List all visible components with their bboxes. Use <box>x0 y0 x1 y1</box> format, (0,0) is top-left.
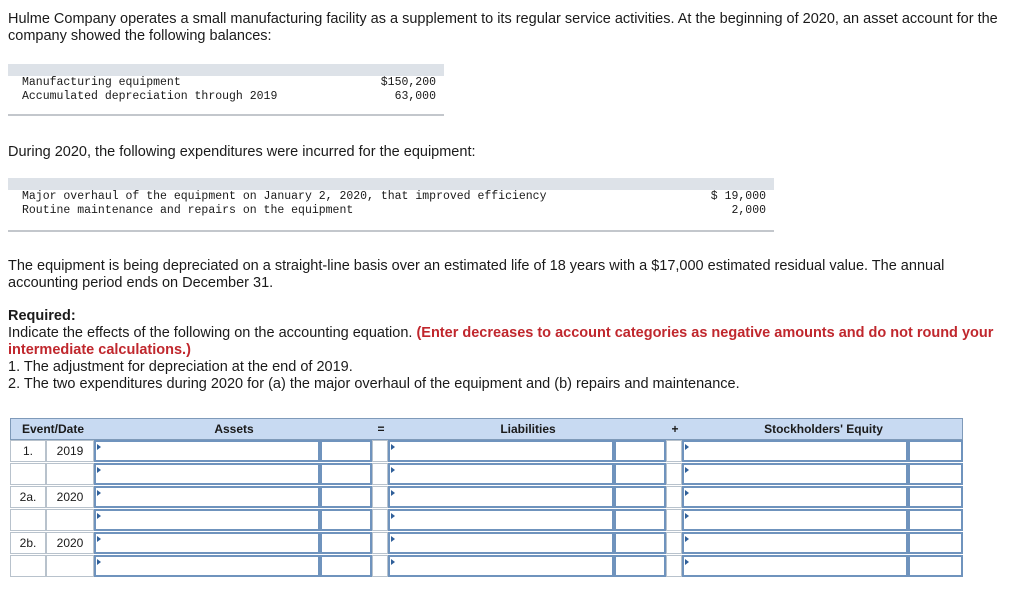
equals-spacer <box>372 555 388 577</box>
worksheet-row <box>10 509 963 531</box>
assets-account-select[interactable] <box>94 532 320 554</box>
event-year: 2019 <box>46 440 94 462</box>
expenditure-amount: 2,000 <box>731 204 766 217</box>
assets-account-select[interactable] <box>94 440 320 462</box>
dropdown-arrow-icon <box>685 444 689 450</box>
dropdown-arrow-icon <box>97 467 101 473</box>
equity-amount-input[interactable] <box>908 463 963 485</box>
event-label: 2b. <box>10 532 46 554</box>
liabilities-account-select[interactable] <box>388 555 614 577</box>
required-item-1: 1. The adjustment for depreciation at the end of 2019. <box>8 359 353 375</box>
event-year-blank <box>46 463 94 485</box>
dropdown-arrow-icon <box>391 513 395 519</box>
assets-account-select[interactable] <box>94 555 320 577</box>
plus-spacer <box>666 555 682 577</box>
liabilities-amount-input[interactable] <box>614 509 666 531</box>
equals-spacer <box>372 486 388 508</box>
balance-label: Accumulated depreciation through 2019 <box>22 90 278 103</box>
plus-spacer <box>666 463 682 485</box>
expenditure-amount: $ 19,000 <box>710 190 766 203</box>
event-label-blank <box>10 509 46 531</box>
required-section <box>8 308 1008 393</box>
header-event-date: Event/Date <box>21 422 85 436</box>
assets-amount-input[interactable] <box>320 509 372 531</box>
equity-amount-input[interactable] <box>908 509 963 531</box>
assets-account-select[interactable] <box>94 463 320 485</box>
dropdown-arrow-icon <box>97 490 101 496</box>
worksheet-row <box>10 532 963 554</box>
required-lead: Indicate the effects of the following on the accounting equation. <box>8 325 413 341</box>
balance-label: Manufacturing equipment <box>22 76 181 89</box>
worksheet-row <box>10 486 963 508</box>
plus-spacer <box>666 532 682 554</box>
dropdown-arrow-icon <box>685 513 689 519</box>
equity-account-select[interactable] <box>682 509 908 531</box>
assets-amount-input[interactable] <box>320 486 372 508</box>
dropdown-arrow-icon <box>97 444 101 450</box>
dropdown-arrow-icon <box>685 490 689 496</box>
equity-account-select[interactable] <box>682 486 908 508</box>
dropdown-arrow-icon <box>391 467 395 473</box>
equity-account-select[interactable] <box>682 555 908 577</box>
equals-spacer <box>372 509 388 531</box>
expenditure-label: Routine maintenance and repairs on the equipment <box>22 204 354 217</box>
plus-spacer <box>666 440 682 462</box>
expenditure-intro: During 2020, the following expenditures were incurred for the equipment: <box>8 144 476 160</box>
dropdown-arrow-icon <box>391 490 395 496</box>
event-label-blank <box>10 463 46 485</box>
event-year: 2020 <box>46 486 94 508</box>
dropdown-arrow-icon <box>391 444 395 450</box>
assets-amount-input[interactable] <box>320 440 372 462</box>
balance-amount: $150,200 <box>380 76 436 89</box>
balance-row <box>8 76 444 90</box>
assets-amount-input[interactable] <box>320 555 372 577</box>
dropdown-arrow-icon <box>97 536 101 542</box>
liabilities-account-select[interactable] <box>388 440 614 462</box>
assets-amount-input[interactable] <box>320 532 372 554</box>
expenditure-label: Major overhaul of the equipment on January 2, 2020, that improved efficiency <box>22 190 547 203</box>
dropdown-arrow-icon <box>685 559 689 565</box>
worksheet-row <box>10 440 963 462</box>
equals-spacer <box>372 440 388 462</box>
liabilities-account-select[interactable] <box>388 486 614 508</box>
liabilities-amount-input[interactable] <box>614 463 666 485</box>
dropdown-arrow-icon <box>97 559 101 565</box>
equity-amount-input[interactable] <box>908 532 963 554</box>
worksheet-row <box>10 555 963 577</box>
equity-account-select[interactable] <box>682 440 908 462</box>
balances-table <box>8 64 444 116</box>
event-year-blank <box>46 555 94 577</box>
equity-account-select[interactable] <box>682 463 908 485</box>
expenditures-table <box>8 178 774 232</box>
liabilities-amount-input[interactable] <box>614 486 666 508</box>
event-label: 1. <box>10 440 46 462</box>
required-title: Required: <box>8 308 76 324</box>
liabilities-account-select[interactable] <box>388 532 614 554</box>
worksheet-row <box>10 463 963 485</box>
event-label-blank <box>10 555 46 577</box>
assets-account-select[interactable] <box>94 486 320 508</box>
assets-account-select[interactable] <box>94 509 320 531</box>
header-equity: Stockholders' Equity <box>764 422 883 436</box>
dropdown-arrow-icon <box>391 536 395 542</box>
balance-row <box>8 90 444 104</box>
equity-amount-input[interactable] <box>908 555 963 577</box>
plus-spacer <box>666 509 682 531</box>
depreciation-text: The equipment is being depreciated on a straight-line basis over an estimated life of 18 years with a $17,000 estimated residual value. The annual accounting period ends on December 31. <box>8 258 945 291</box>
header-assets: Assets <box>214 422 254 436</box>
liabilities-amount-input[interactable] <box>614 555 666 577</box>
equity-amount-input[interactable] <box>908 486 963 508</box>
event-year-blank <box>46 509 94 531</box>
dropdown-arrow-icon <box>685 467 689 473</box>
dropdown-arrow-icon <box>391 559 395 565</box>
equals-spacer <box>372 463 388 485</box>
equals-spacer <box>372 532 388 554</box>
expenditure-row <box>8 190 774 204</box>
dropdown-arrow-icon <box>685 536 689 542</box>
equity-account-select[interactable] <box>682 532 908 554</box>
liabilities-amount-input[interactable] <box>614 440 666 462</box>
expenditure-row <box>8 204 774 218</box>
liabilities-account-select[interactable] <box>388 463 614 485</box>
liabilities-amount-input[interactable] <box>614 532 666 554</box>
event-year: 2020 <box>46 532 94 554</box>
balance-amount: 63,000 <box>394 90 436 103</box>
required-note: (Enter decreases to account categories as negative amounts and do not round your intermediate calculations.) <box>8 325 994 358</box>
worksheet-header <box>10 418 963 440</box>
dropdown-arrow-icon <box>97 513 101 519</box>
header-equals: = <box>377 422 385 436</box>
liabilities-account-select[interactable] <box>388 509 614 531</box>
assets-amount-input[interactable] <box>320 463 372 485</box>
required-item-2: 2. The two expenditures during 2020 for (a) the major overhaul of the equipment and (b) repairs and maintenance. <box>8 376 740 392</box>
equity-amount-input[interactable] <box>908 440 963 462</box>
intro-text: Hulme Company operates a small manufacturing facility as a supplement to its regular service activities. At the beginning of 2020, an asset account for the company showed the following balances: <box>8 11 998 44</box>
header-liabilities: Liabilities <box>500 422 556 436</box>
accounting-equation-worksheet <box>10 418 963 576</box>
header-plus: + <box>671 422 679 436</box>
required-instructions <box>8 325 1008 359</box>
plus-spacer <box>666 486 682 508</box>
event-label: 2a. <box>10 486 46 508</box>
